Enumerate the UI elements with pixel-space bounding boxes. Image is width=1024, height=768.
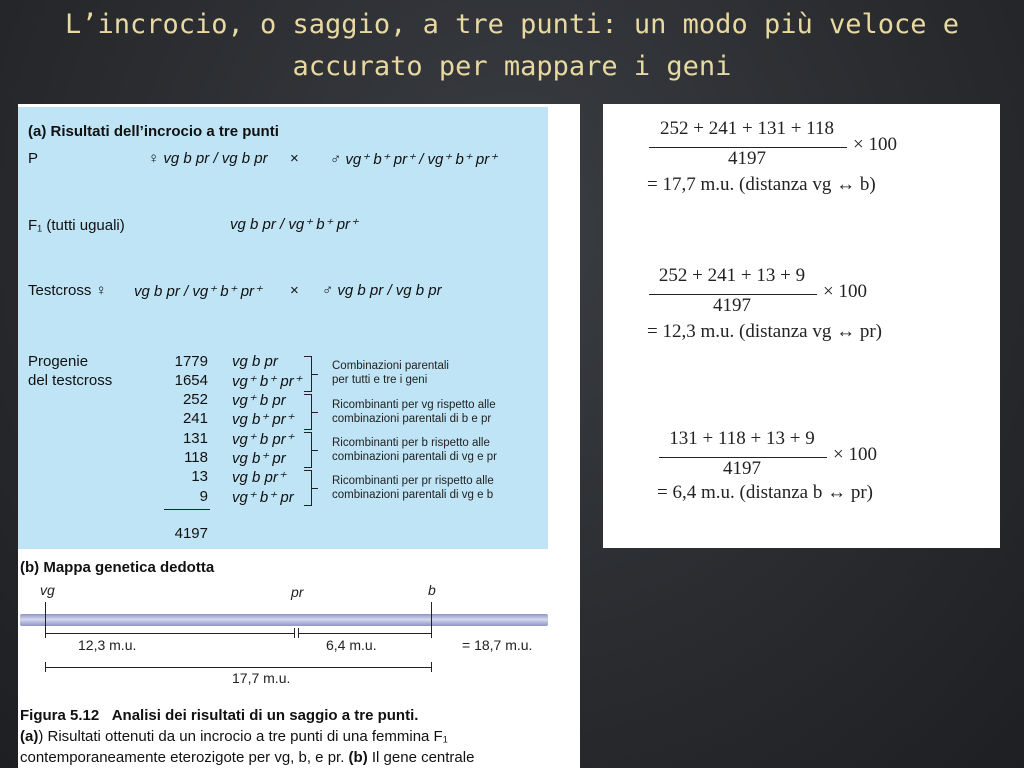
formula-denominator: 4197 [713,295,751,316]
formula-times: × 100 [853,134,897,155]
panel-a [18,107,548,549]
formula-result: = 17,7 m.u. (distanza vg ↔ b) [647,174,876,195]
bracket [304,394,312,430]
formula-denominator: 4197 [723,458,761,479]
progeny-count: 241 [182,410,208,427]
dist-vg-b: 17,7 m.u. [232,670,291,686]
testcross-male: ♂ vg b pr / vg b pr [322,282,442,299]
progeny-genotype: vg b⁺ pr [232,450,286,467]
title-line-1: L’incrocio, o saggio, a tre punti: un modo più veloce e [64,9,960,40]
progeny-label-2: del testcross [28,372,113,389]
figure-caption-title [20,705,418,726]
gene-pr-label: pr [291,584,304,600]
title-line-2: accurato per mappare i geni [292,51,732,82]
progeny-count: 1779 [174,353,208,370]
slide-title [0,4,1024,88]
progeny-count: 1654 [174,372,208,389]
formula-numerator: 252 + 241 + 131 + 118 [660,118,834,139]
figure-title: Analisi dei risultati di un saggio a tre punti. [111,707,419,724]
progeny-count: 131 [182,430,208,447]
note-recomb-b: Ricombinanti per b rispetto alle combinazioni parentali di vg e pr [332,437,497,463]
formula-times: × 100 [833,444,877,465]
f1-label: F₁ (tutti uguali) [28,217,125,234]
p-female: ♀ vg b pr / vg b pr [148,150,268,167]
formula-box [603,104,1000,548]
textbook-figure [18,104,580,768]
bracket [304,356,312,392]
progeny-genotype: vg⁺ b pr⁺ [232,431,294,448]
progeny-genotype: vg⁺ b⁺ pr [232,489,294,506]
testcross-female: vg b pr / vg⁺ b⁺ pr⁺ [134,283,262,300]
progeny-count: 9 [199,488,208,505]
dist-vg-pr: 12,3 m.u. [78,637,137,653]
gene-vg-label: vg [40,582,55,598]
dist-sum: = 18,7 m.u. [462,637,533,653]
progeny-count: 13 [191,468,208,485]
sum-line [164,509,210,510]
testcross-label: Testcross ♀ [28,282,107,299]
progeny-genotype: vg b⁺ pr⁺ [232,411,294,428]
progeny-count: 118 [184,449,208,466]
p-label: P [28,150,39,167]
dist-pr-b: 6,4 m.u. [326,637,377,653]
progeny-genotype: vg b pr [232,353,278,370]
bracket [304,432,312,468]
bracket [304,470,312,506]
formula-denominator: 4197 [728,148,766,169]
progeny-total: 4197 [174,525,208,542]
figure-caption-line-3: contemporaneamente eterozigote per vg, b, e pr. (b) Il gene centrale [20,749,475,766]
formula-numerator: 131 + 118 + 13 + 9 [669,428,815,449]
figure-caption-line-2: (a)) Risultati ottenuti da un incrocio a tre punti di una femmina F₁ [20,728,448,745]
note-recomb-pr: Ricombinanti per pr rispetto alle combinazioni parentali di vg e b [332,475,494,501]
formula-times: × 100 [823,281,867,302]
panel-b-heading: (b) Mappa genetica dedotta [20,559,215,576]
progeny-genotype: vg⁺ b pr [232,392,286,409]
panel-a-heading: (a) Risultati dell’incrocio a tre punti [28,123,279,140]
gene-b-label: b [428,582,436,598]
formula-result: = 6,4 m.u. (distanza b ↔ pr) [657,482,873,503]
p-cross: × [290,150,299,167]
progeny-label-1: Progenie [28,353,89,370]
progeny-count: 252 [182,391,208,408]
chromosome-bar [20,614,548,626]
progeny-genotype: vg⁺ b⁺ pr⁺ [232,373,302,390]
formula-result: = 12,3 m.u. (distanza vg ↔ pr) [647,321,882,342]
progeny-genotype: vg b pr⁺ [232,469,286,486]
testcross-cross: × [290,282,299,299]
formula-numerator: 252 + 241 + 13 + 9 [658,265,806,286]
p-male: ♂ vg⁺ b⁺ pr⁺ / vg⁺ b⁺ pr⁺ [330,151,498,168]
note-parental: Combinazioni parentali per tutti e tre i geni [332,360,449,386]
f1-genotype: vg b pr / vg⁺ b⁺ pr⁺ [230,216,358,233]
note-recomb-vg: Ricombinanti per vg rispetto alle combinazioni parentali di b e pr [332,399,496,425]
figure-label: Figura 5.12 [20,707,100,724]
